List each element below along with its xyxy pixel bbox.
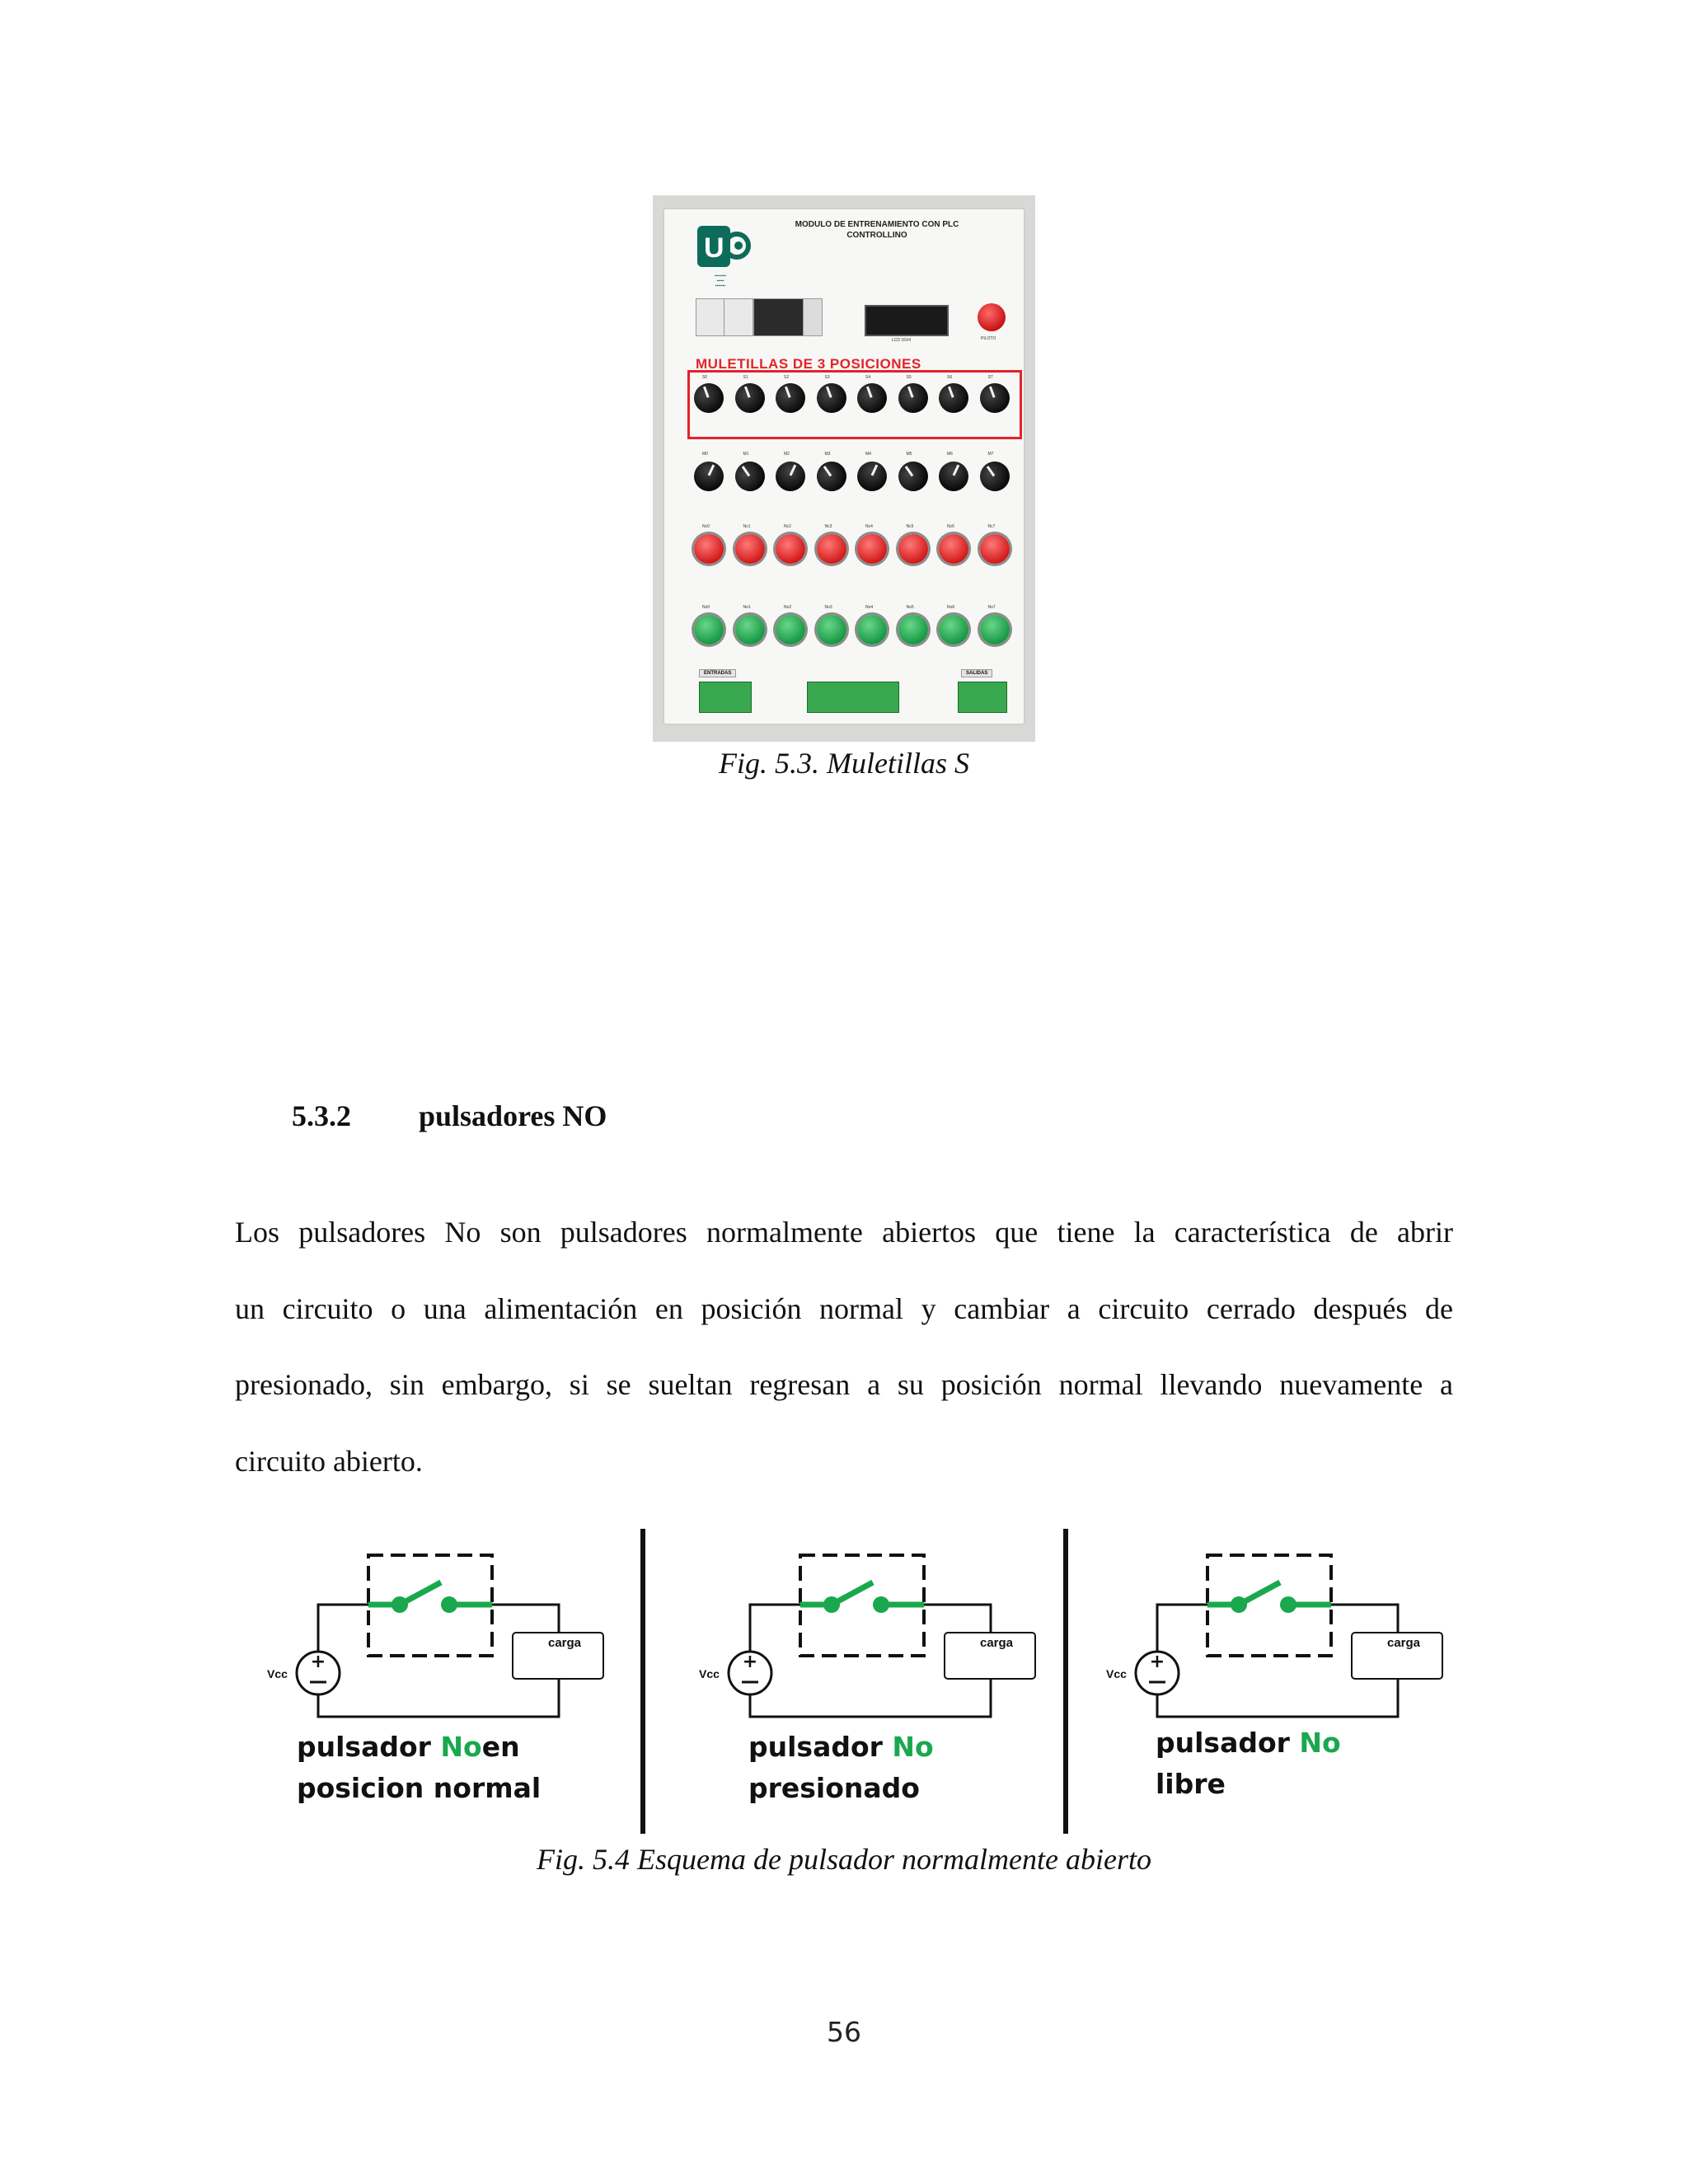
section-title: pulsadores NO — [419, 1099, 607, 1132]
control-label: No3 — [824, 605, 832, 610]
label-text: pulsador — [748, 1731, 893, 1763]
label-text: libre — [1156, 1768, 1226, 1800]
logo-text: ▪▪▪▪▪▪▪▪ ▪▪▪▪▪ ▪▪▪▪▪▪▪ — [714, 274, 727, 288]
no-pushbutton — [776, 615, 805, 644]
vcc-label: Vcc — [1106, 1667, 1127, 1680]
divider — [640, 1529, 645, 1834]
control-label: S2 — [784, 375, 790, 380]
scheme-label — [1156, 1722, 1341, 1805]
switch-schematic-figure — [247, 1529, 1459, 1834]
control-label: Nc0 — [702, 524, 710, 529]
output-terminal-block — [958, 682, 1007, 713]
load-label: carga — [980, 1636, 1014, 1650]
control-label: S3 — [824, 375, 830, 380]
control-label: Nc6 — [947, 524, 954, 529]
pilot-light — [978, 303, 1006, 331]
control-label: S6 — [947, 375, 953, 380]
control-label: No5 — [906, 605, 914, 610]
scheme-pressed — [696, 1554, 1042, 1825]
highlight-label: MULETILLAS DE 3 POSICIONES — [696, 356, 921, 372]
control-label: M3 — [824, 452, 831, 457]
control-label: Nc3 — [824, 524, 832, 529]
breaker — [724, 298, 753, 336]
control-label: M0 — [702, 452, 708, 457]
no-pushbutton — [817, 615, 846, 644]
control-label: M4 — [865, 452, 871, 457]
selector-switch — [892, 456, 933, 497]
svg-text:+: + — [1149, 1652, 1165, 1672]
label-no: No — [892, 1731, 934, 1763]
section-number: 5.3.2 — [292, 1099, 351, 1132]
label-text: en — [481, 1731, 520, 1763]
nc-pushbutton — [694, 534, 724, 564]
selector-switch — [973, 456, 1015, 497]
no-pushbutton — [939, 615, 968, 644]
load-label: carga — [548, 1636, 582, 1650]
divider — [1063, 1529, 1068, 1834]
inputs-label: ENTRADAS — [699, 669, 736, 677]
control-label: No0 — [702, 605, 710, 610]
paragraph-line: un circuito o una alimentación en posición normal y cambiar a circuito cerrado después de — [235, 1291, 1453, 1325]
nc-pushbutton — [980, 534, 1010, 564]
control-label: M2 — [784, 452, 790, 457]
figure-caption: Fig. 5.3. Muletillas S — [719, 747, 969, 780]
pilot-label: PILOTO — [981, 336, 996, 341]
label-text: presionado — [748, 1772, 920, 1804]
selector-switch — [771, 457, 810, 496]
training-panel — [663, 208, 1025, 725]
control-label: M5 — [906, 452, 912, 457]
no-pushbutton — [694, 615, 724, 644]
scheme-label — [297, 1727, 541, 1809]
control-label: No6 — [947, 605, 955, 610]
label-no: No — [440, 1731, 482, 1763]
control-label: Nc1 — [743, 524, 751, 529]
nc-pushbutton — [898, 534, 928, 564]
load-label: carga — [1387, 1636, 1421, 1650]
no-pushbutton — [735, 615, 765, 644]
control-label: No2 — [784, 605, 792, 610]
paragraph-line: circuito abierto. — [235, 1444, 423, 1478]
page-number: 56 — [827, 2016, 861, 2048]
control-label: S5 — [906, 375, 912, 380]
panel-photo — [653, 195, 1035, 742]
controller-module — [753, 298, 804, 336]
label-text: posicion normal — [297, 1772, 542, 1804]
label-text: pulsador — [297, 1731, 441, 1763]
selector-switch — [729, 456, 770, 497]
control-label: Nc4 — [865, 524, 873, 529]
selector-switch — [934, 457, 973, 496]
no-pushbutton — [980, 615, 1010, 644]
control-label: No4 — [865, 605, 874, 610]
selector-switch — [852, 457, 892, 496]
no-pushbutton — [898, 615, 928, 644]
control-label: M6 — [947, 452, 953, 457]
control-label: Nc5 — [906, 524, 914, 529]
breaker — [696, 298, 725, 336]
nc-pushbutton — [857, 534, 887, 564]
figure-caption: Fig. 5.4 Esquema de pulsador normalmente abierto — [537, 1843, 1151, 1876]
control-label: No7 — [987, 605, 996, 610]
input-terminal-block — [699, 682, 752, 713]
svg-text:U: U — [704, 232, 724, 264]
lcd-display — [865, 305, 949, 336]
outputs-label: SALIDAS — [961, 669, 992, 677]
vcc-label: Vcc — [699, 1667, 720, 1680]
university-logo — [694, 223, 752, 270]
lcd-label: LCD 16X4 — [892, 338, 912, 343]
control-label: No1 — [743, 605, 751, 610]
svg-text:+: + — [742, 1652, 758, 1672]
control-label: S7 — [987, 375, 993, 380]
svg-text:+: + — [310, 1652, 326, 1672]
nc-pushbutton — [735, 534, 765, 564]
nc-pushbutton — [776, 534, 805, 564]
paragraph-line: Los pulsadores No son pulsadores normalmente abiertos que tiene la característica de abrir — [235, 1216, 1453, 1249]
panel-title: MODULO DE ENTRENAMIENTO CON PLC CONTROLLINO — [795, 220, 959, 240]
no-pushbutton — [857, 615, 887, 644]
nc-pushbutton — [939, 534, 968, 564]
control-label: Nc7 — [987, 524, 996, 529]
paragraph-line: presionado, sin embargo, si se sueltan regresan a su posición normal llevando nuevamente a — [235, 1368, 1453, 1401]
control-label: M1 — [743, 452, 749, 457]
scheme-label — [748, 1727, 934, 1809]
body-paragraph — [235, 1194, 1453, 1499]
control-label: S4 — [865, 375, 871, 380]
selector-switch — [689, 457, 729, 496]
power-terminal-block — [807, 682, 899, 713]
scheme-normal — [264, 1554, 610, 1825]
nc-pushbutton — [817, 534, 846, 564]
control-label: S1 — [743, 375, 748, 380]
control-label: S0 — [702, 375, 708, 380]
label-no: No — [1299, 1727, 1341, 1759]
section-heading — [292, 1099, 607, 1133]
control-label: M7 — [987, 452, 994, 457]
scheme-released — [1103, 1554, 1449, 1825]
selector-switch — [810, 456, 851, 497]
vcc-label: Vcc — [267, 1667, 288, 1680]
label-text: pulsador — [1156, 1727, 1300, 1759]
controller-module — [803, 298, 823, 336]
control-label: Nc2 — [784, 524, 791, 529]
